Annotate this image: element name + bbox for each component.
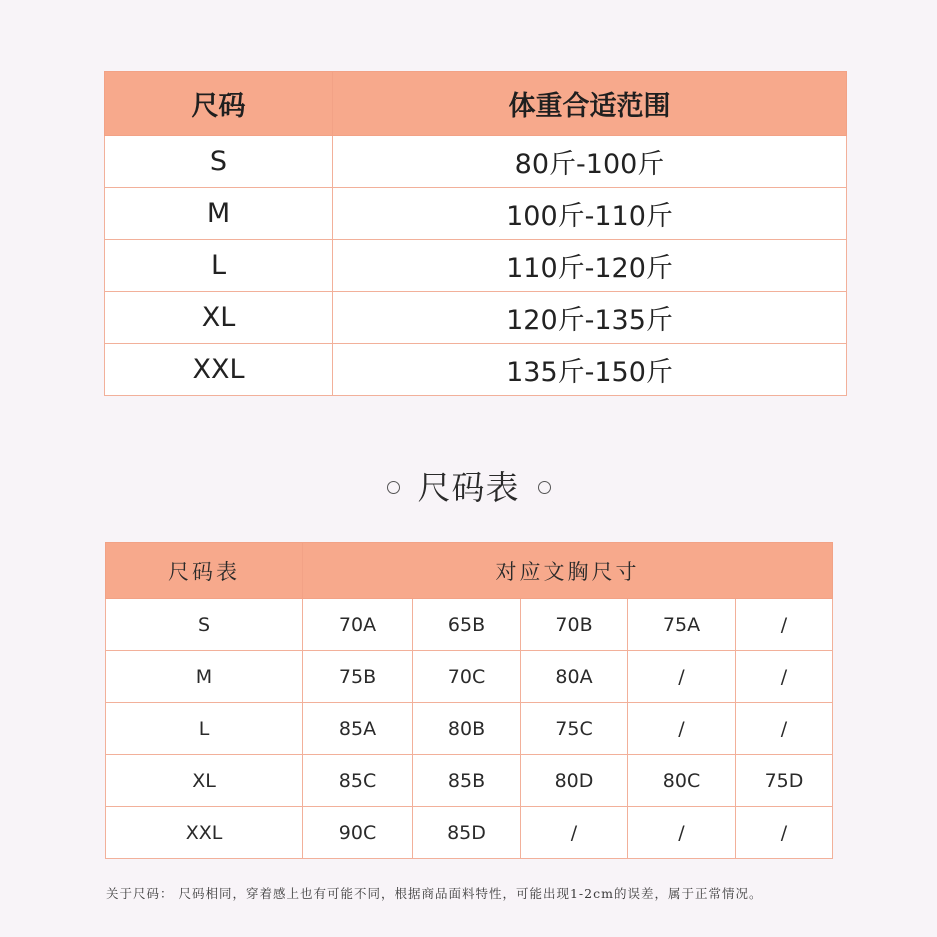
table-row — [106, 651, 833, 703]
bra-cell: 90C — [303, 807, 413, 859]
section-title-text: 尺码表 — [417, 468, 520, 507]
bra-cell: 80D — [521, 755, 628, 807]
circle-ornament-icon — [538, 481, 551, 494]
bra-cell: 80C — [628, 755, 736, 807]
bra-cell: 65B — [413, 599, 521, 651]
size-cell: XL — [105, 292, 333, 344]
table-row — [105, 136, 847, 188]
bra-cell: 75B — [303, 651, 413, 703]
weight-range-cell: 110斤-120斤 — [333, 240, 847, 292]
table-row — [106, 703, 833, 755]
circle-ornament-icon — [387, 481, 400, 494]
bra-cell: / — [521, 807, 628, 859]
bra-cell: / — [736, 703, 833, 755]
bra-cell: 80A — [521, 651, 628, 703]
weight-range-cell: 120斤-135斤 — [333, 292, 847, 344]
size-cell: S — [105, 136, 333, 188]
size-cell: XXL — [105, 344, 333, 396]
size-cell: L — [106, 703, 303, 755]
bra-cell: 85C — [303, 755, 413, 807]
bra-cell: 75C — [521, 703, 628, 755]
size-note: 关于尺码： 尺码相同，穿着感上也有可能不同，根据商品面料特性，可能出现1-2cm的误差，属于正常情况。 — [106, 886, 763, 901]
weight-range-cell: 135斤-150斤 — [333, 344, 847, 396]
bra-cell: / — [628, 807, 736, 859]
bra-cell: / — [736, 651, 833, 703]
bra-cell: 70B — [521, 599, 628, 651]
bra-cell: 75A — [628, 599, 736, 651]
table-row — [105, 188, 847, 240]
bra-table-header-size: 尺码表 — [106, 543, 303, 599]
size-cell: L — [105, 240, 333, 292]
size-cell: M — [106, 651, 303, 703]
bra-cell: 85B — [413, 755, 521, 807]
table-row — [106, 807, 833, 859]
table-row — [105, 240, 847, 292]
size-cell: S — [106, 599, 303, 651]
weight-size-table — [104, 71, 847, 396]
weight-table-header-range: 体重合适范围 — [333, 72, 847, 136]
bra-cell: / — [628, 651, 736, 703]
table-row — [105, 344, 847, 396]
weight-table-header-row — [105, 72, 847, 136]
bra-table-header-row — [106, 543, 833, 599]
table-row — [105, 292, 847, 344]
bra-cell: / — [736, 807, 833, 859]
bra-cell: 80B — [413, 703, 521, 755]
weight-range-cell: 80斤-100斤 — [333, 136, 847, 188]
weight-range-cell: 100斤-110斤 — [333, 188, 847, 240]
bra-cell: / — [628, 703, 736, 755]
bra-table-header-bra: 对应文胸尺寸 — [303, 543, 833, 599]
bra-cell: / — [736, 599, 833, 651]
size-cell: XXL — [106, 807, 303, 859]
size-cell: M — [105, 188, 333, 240]
table-row — [106, 755, 833, 807]
bra-cell: 70A — [303, 599, 413, 651]
bra-size-table — [105, 542, 833, 859]
section-title — [0, 462, 937, 509]
bra-cell: 70C — [413, 651, 521, 703]
table-row — [106, 599, 833, 651]
size-cell: XL — [106, 755, 303, 807]
bra-cell: 85D — [413, 807, 521, 859]
weight-table-header-size: 尺码 — [105, 72, 333, 136]
bra-cell: 75D — [736, 755, 833, 807]
bra-cell: 85A — [303, 703, 413, 755]
